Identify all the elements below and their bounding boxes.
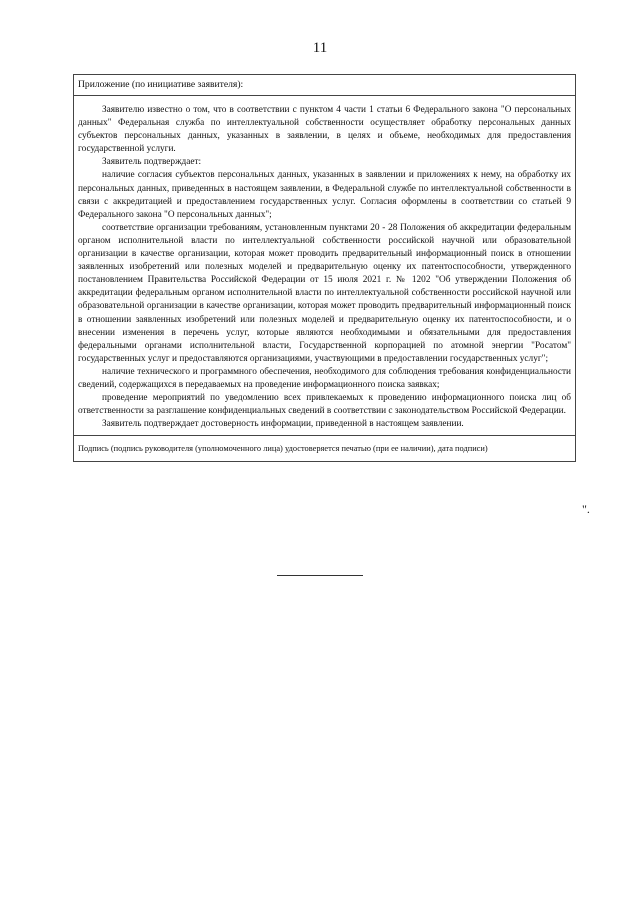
page-number: 11 [312, 40, 328, 56]
application-appendix-table [73, 74, 576, 462]
paragraph-technical-software: наличие технического и программного обеспечения, необходимого для соблюдения требования конфиденциальности сведений, содержащихся в передаваемых на проведение информационного поиска заявках; [78, 366, 571, 390]
paragraph-reliability-confirmation: Заявитель подтверждает достоверность информации, приведенной в настоящем заявлении. [102, 419, 464, 430]
appendix-header: Приложение (по инициативе заявителя): [74, 75, 575, 96]
consent-section [74, 96, 575, 436]
signature-row [74, 436, 575, 461]
signature-label: Подпись [78, 444, 109, 454]
paragraph-applicant-confirms: Заявитель подтверждает: [102, 157, 202, 168]
paragraph-notification-measures: проведение мероприятий по уведомлению всех привлекаемых к проведению информационного поиска лиц об ответственности за разглашение конфиденциальных сведений в соответствии с законодательством Российской Федерации. [78, 393, 571, 417]
paragraph-organization-compliance: соответствие организации требованиям, установленным пунктами 20 - 28 Положения об аккредитации федеральным органом исполнительной власти по интеллектуальной собственности российской научной или образовательной организации в качестве организации, которая может проводить предварительный информационный поиск в отношении заявленных изобретений или полезных моделей и предварительную оценку их патентоспособности, утвержденного постановлением Правительства Российской Федерации от 15 июля 2021 г. № 1202 "Об утверждении Положения об аккредитации федеральным органом исполнительной власти по интеллектуальной собственности российской научной или образовательной организации в качестве организации, которая может проводить предварительный информационный поиск в отношении заявленных изобретений или полезных моделей и предварительную оценку их патентоспособности, и о внесении изменения в перечень услуг, которые являются необходимыми и обязательными для предоставления федеральными органами исполнительной власти, Государственной корпорацией по атомной энергии "Росатом" государственных услуг и предоставляются организациями, участвующими в предоставлении государственных услуг"; [78, 222, 571, 364]
signature-note: (подпись руководителя (уполномоченного лица) удостоверяется печатью (при ее наличии), дата подписи) [110, 444, 488, 454]
paragraph-consent-subjects: наличие согласия субъектов персональных данных, указанных в заявлении и приложениях к нему, на обработку их персональных данных, приведенных в настоящем заявлении, в Федеральной службе по интеллектуальной собственности в связи с аккредитацией и предоставлением государственных услуг. Согласия оформлены в соответствии со статьей 9 Федерального закона "О персональных данных"; [78, 170, 571, 220]
end-of-document-line [277, 575, 363, 576]
closing-quote-mark: ". [582, 502, 590, 516]
paragraph-personal-data-notice: Заявителю известно о том, что в соответствии с пунктом 4 части 1 статьи 6 Федерального закона "О персональных данных" Федеральная служба по интеллектуальной собственности осуществляет обработку персональных данных субъектов персональных данных, указанных в заявлении, в целях и объеме, необходимых для предоставления государственной услуги. [78, 105, 571, 155]
